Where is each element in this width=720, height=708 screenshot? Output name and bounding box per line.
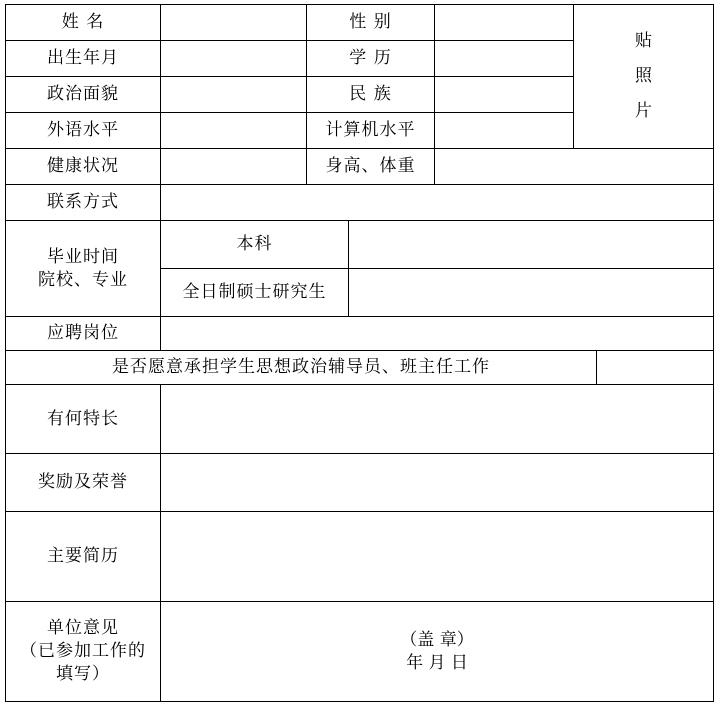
label-awards: 奖励及荣誉 <box>5 453 161 512</box>
label-birth: 出生年月 <box>5 40 161 77</box>
unit-opinion-field[interactable] <box>160 601 714 702</box>
unit-opinion-line2: （已参加工作的 <box>20 641 146 662</box>
label-contact: 联系方式 <box>5 184 161 221</box>
label-bachelor: 本科 <box>160 220 349 269</box>
unit-opinion-line1: 单位意见 <box>47 618 119 639</box>
position-field[interactable] <box>160 316 714 351</box>
computer-skill-field[interactable] <box>434 112 574 149</box>
label-foreign-language: 外语水平 <box>5 112 161 149</box>
gender-field[interactable] <box>434 4 574 41</box>
birth-field[interactable] <box>160 40 307 77</box>
label-height-weight: 身高、体重 <box>306 148 435 185</box>
label-master: 全日制硕士研究生 <box>160 268 349 317</box>
date-text: 年 月 日 <box>406 652 468 673</box>
resume-field[interactable] <box>160 511 714 602</box>
foreign-language-field[interactable] <box>160 112 307 149</box>
label-health: 健康状况 <box>5 148 161 185</box>
label-education: 学 历 <box>306 40 435 77</box>
label-gender: 性 别 <box>306 4 435 41</box>
master-field[interactable] <box>348 268 714 317</box>
photo-char-3: 片 <box>635 100 652 121</box>
political-status-field[interactable] <box>160 76 307 113</box>
graduation-line2: 院校、专业 <box>38 269 128 290</box>
label-specialty: 有何特长 <box>5 384 161 454</box>
photo-char-2: 照 <box>635 66 652 87</box>
ethnicity-field[interactable] <box>434 76 574 113</box>
label-political-status: 政治面貌 <box>5 76 161 113</box>
education-field[interactable] <box>434 40 574 77</box>
photo-char-1: 贴 <box>635 31 652 52</box>
label-name: 姓 名 <box>5 4 161 41</box>
awards-field[interactable] <box>160 453 714 512</box>
health-field[interactable] <box>160 148 307 185</box>
specialty-field[interactable] <box>160 384 714 454</box>
photo-box[interactable] <box>573 4 714 149</box>
label-resume: 主要简历 <box>5 511 161 602</box>
graduation-line1: 毕业时间 <box>47 246 119 267</box>
label-position: 应聘岗位 <box>5 316 161 351</box>
label-graduation <box>5 220 161 317</box>
name-field[interactable] <box>160 4 307 41</box>
willingness-field[interactable] <box>596 350 714 385</box>
label-unit-opinion <box>5 601 161 702</box>
label-willingness: 是否愿意承担学生思想政治辅导员、班主任工作 <box>5 350 597 385</box>
height-weight-field[interactable] <box>434 148 714 185</box>
stamp-text: （盖 章） <box>400 629 474 650</box>
label-computer-skill: 计算机水平 <box>306 112 435 149</box>
label-ethnicity: 民 族 <box>306 76 435 113</box>
bachelor-field[interactable] <box>348 220 714 269</box>
unit-opinion-line3: 填写） <box>56 663 110 684</box>
contact-field[interactable] <box>160 184 714 221</box>
